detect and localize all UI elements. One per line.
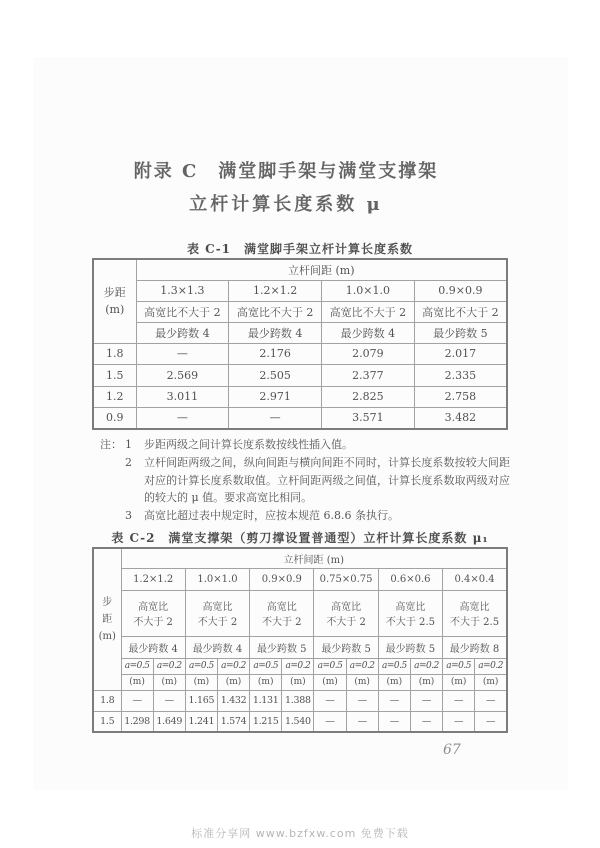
- c2-size-row: [93, 568, 507, 590]
- c2-step-header-unit: (m): [98, 630, 116, 642]
- c2-size-cell: 0.4×0.4: [443, 568, 507, 590]
- c2-a-cell: a=0.2: [410, 658, 442, 674]
- c2-size-cell: 1.2×1.2: [121, 568, 185, 590]
- c2-unit-cell: (m): [121, 674, 153, 690]
- c1-value-cell: 3.482: [414, 407, 507, 429]
- c2-value-cell: —: [346, 690, 378, 711]
- c1-row-label: 1.5: [93, 364, 136, 386]
- note-item: [100, 454, 510, 507]
- c1-row-label: 1.8: [93, 343, 136, 364]
- c1-spans-row: [93, 322, 507, 343]
- c1-value-cell: 2.335: [414, 364, 507, 386]
- c2-ratio-cell: 高宽比 不大于 2: [314, 590, 378, 636]
- c2-spacing-header-cell: 立杆间距 (m): [121, 548, 507, 568]
- c2-a-cell: a=0.2: [153, 658, 185, 674]
- c2-a-cell: a=0.2: [282, 658, 314, 674]
- c1-row-label: 1.2: [93, 386, 136, 407]
- c1-value-cell: —: [136, 343, 229, 364]
- c2-size-cell: 1.0×1.0: [185, 568, 249, 590]
- c2-a-cell: a=0.2: [346, 658, 378, 674]
- c1-spans-cell: 最少跨数 4: [322, 322, 415, 343]
- note-item: [100, 436, 510, 454]
- c2-row-label: 1.8: [93, 690, 121, 711]
- c1-ratio-cell: 高宽比不大于 2: [414, 301, 507, 322]
- c2-ratio-cell: 高宽比 不大于 2: [121, 590, 185, 636]
- table-c1-caption: 表 C-1 满堂脚手架立杆计算长度系数: [186, 242, 414, 256]
- c1-value-cell: 2.505: [229, 364, 322, 386]
- c2-unit-cell: (m): [443, 674, 475, 690]
- c2-value-cell: —: [410, 711, 442, 732]
- c2-value-cell: 1.241: [185, 711, 217, 732]
- appendix-title: [0, 157, 572, 216]
- c1-value-cell: 3.011: [136, 386, 229, 407]
- c2-a-cell: a=0.2: [475, 658, 507, 674]
- c2-row-label: 1.5: [93, 711, 121, 732]
- c2-unit-cell: (m): [346, 674, 378, 690]
- c2-value-cell: 1.574: [217, 711, 249, 732]
- c2-spans-cell: 最少跨数 4: [121, 636, 185, 658]
- c1-spans-cell: 最少跨数 4: [229, 322, 322, 343]
- table-c2-caption: 表 C-2 满堂支撑架（剪刀撑设置普通型）立杆计算长度系数 μ₁: [111, 531, 489, 545]
- c2-spans-row: [93, 636, 507, 658]
- c1-value-cell: —: [136, 407, 229, 429]
- c1-spans-cell: 最少跨数 5: [414, 322, 507, 343]
- c2-unit-cell: (m): [217, 674, 249, 690]
- c2-a-cell: a=0.5: [250, 658, 282, 674]
- c2-value-cell: —: [121, 690, 153, 711]
- c2-size-cell: 0.9×0.9: [250, 568, 314, 590]
- c2-spans-cell: 最少跨数 5: [378, 636, 442, 658]
- c2-a-row: [93, 658, 507, 674]
- c2-unit-cell: (m): [475, 674, 507, 690]
- c2-value-cell: —: [314, 711, 346, 732]
- c1-spacing-header-cell: 立杆间距 (m): [136, 259, 507, 280]
- c1-spans-cell: 最少跨数 4: [136, 322, 229, 343]
- c2-value-cell: —: [378, 711, 410, 732]
- c1-step-header-unit: (m): [105, 303, 125, 317]
- c1-row-label: 0.9: [93, 407, 136, 429]
- c2-step-header-char2: 距: [102, 613, 113, 625]
- c2-spacing-header-row: [93, 548, 507, 568]
- c2-value-cell: —: [153, 690, 185, 711]
- c1-ratio-cell: 高宽比不大于 2: [136, 301, 229, 322]
- c2-unit-cell: (m): [185, 674, 217, 690]
- c1-step-header-cell: [93, 259, 136, 343]
- c1-value-cell: 3.571: [322, 407, 415, 429]
- c2-spans-cell: 最少跨数 5: [250, 636, 314, 658]
- c1-step-header-label: 步距: [103, 285, 126, 299]
- c2-ratio-cell: 高宽比 不大于 2.5: [378, 590, 442, 636]
- table-c1-notes: [100, 436, 510, 525]
- note-text: 立杆间距两级之间，纵向间距与横向间距不同时，计算长度系数按较大间距对应的计算长度系数取值。立杆间距两级之间值，计算长度系数取两级对应的较大的 μ 值。要求高宽比相同。: [144, 455, 510, 505]
- note-number: 2: [125, 455, 132, 469]
- c2-a-cell: a=0.5: [314, 658, 346, 674]
- note-item: [100, 507, 510, 525]
- c1-value-cell: —: [229, 407, 322, 429]
- c2-unit-cell: (m): [153, 674, 185, 690]
- c2-ratio-row: [93, 590, 507, 636]
- note-text: 高宽比超过表中规定时，应按本规范 6.8.6 条执行。: [144, 509, 399, 523]
- c2-value-cell: 1.165: [185, 690, 217, 711]
- table-c2: [92, 547, 508, 733]
- c1-value-cell: 2.377: [322, 364, 415, 386]
- c2-value-cell: 1.131: [250, 690, 282, 711]
- c1-size-cell: 0.9×0.9: [414, 280, 507, 301]
- c1-ratio-row: [93, 301, 507, 322]
- c2-value-cell: —: [475, 690, 507, 711]
- c2-unit-cell: (m): [410, 674, 442, 690]
- c2-value-cell: —: [378, 690, 410, 711]
- c2-unit-cell: (m): [250, 674, 282, 690]
- c2-data-row: [93, 711, 507, 732]
- c2-value-cell: 1.388: [282, 690, 314, 711]
- watermark-text: 标准分享网 www.bzfxw.com 免费下载: [191, 827, 409, 840]
- note-number: 1: [125, 438, 132, 451]
- c1-value-cell: 2.569: [136, 364, 229, 386]
- c1-data-row: [93, 343, 507, 364]
- c2-spans-cell: 最少跨数 5: [314, 636, 378, 658]
- c1-ratio-cell: 高宽比不大于 2: [229, 301, 322, 322]
- c2-value-cell: —: [314, 690, 346, 711]
- c1-value-cell: 2.176: [229, 343, 322, 364]
- c2-value-cell: 1.298: [121, 711, 153, 732]
- c2-a-cell: a=0.2: [217, 658, 249, 674]
- c2-value-cell: —: [475, 711, 507, 732]
- note-text: 步距两级之间计算长度系数按线性插入值。: [144, 438, 353, 451]
- c2-value-cell: 1.215: [250, 711, 282, 732]
- c2-value-cell: 1.432: [217, 690, 249, 711]
- c2-step-header-cell: [93, 548, 121, 690]
- c2-unit-cell: (m): [282, 674, 314, 690]
- c2-value-cell: 1.540: [282, 711, 314, 732]
- notes-label: 注：: [100, 438, 122, 451]
- c1-data-row: [93, 407, 507, 429]
- c2-unit-row: [93, 674, 507, 690]
- c1-data-row: [93, 386, 507, 407]
- page-number: 67: [443, 742, 461, 758]
- c1-size-cell: 1.2×1.2: [229, 280, 322, 301]
- c1-ratio-cell: 高宽比不大于 2: [322, 301, 415, 322]
- c1-value-cell: 2.017: [414, 343, 507, 364]
- c2-value-cell: —: [443, 690, 475, 711]
- c2-spans-cell: 最少跨数 8: [443, 636, 507, 658]
- c1-value-cell: 2.971: [229, 386, 322, 407]
- c1-size-row: [93, 280, 507, 301]
- c2-size-cell: 0.6×0.6: [378, 568, 442, 590]
- c1-value-cell: 2.825: [322, 386, 415, 407]
- c2-ratio-cell: 高宽比 不大于 2.5: [443, 590, 507, 636]
- c2-value-cell: —: [443, 711, 475, 732]
- c1-value-cell: 2.079: [322, 343, 415, 364]
- c1-size-cell: 1.3×1.3: [136, 280, 229, 301]
- c2-size-cell: 0.75×0.75: [314, 568, 378, 590]
- c1-value-cell: 2.758: [414, 386, 507, 407]
- c2-value-cell: 1.649: [153, 711, 185, 732]
- c2-data-row: [93, 690, 507, 711]
- c2-unit-cell: (m): [378, 674, 410, 690]
- c1-data-row: [93, 364, 507, 386]
- note-number: 3: [125, 509, 132, 523]
- c1-size-cell: 1.0×1.0: [322, 280, 415, 301]
- c2-step-header-char1: 步: [102, 596, 113, 608]
- c2-a-cell: a=0.5: [185, 658, 217, 674]
- c1-spacing-header-row: [93, 259, 507, 280]
- c2-spans-cell: 最少跨数 4: [185, 636, 249, 658]
- appendix-title-line1: 附录 C 满堂脚手架与满堂支撑架: [133, 161, 439, 182]
- table-c1: [92, 258, 508, 430]
- c2-a-cell: a=0.5: [443, 658, 475, 674]
- c2-a-cell: a=0.5: [378, 658, 410, 674]
- appendix-title-line2: 立杆计算长度系数 μ: [189, 194, 383, 215]
- c2-ratio-cell: 高宽比 不大于 2: [185, 590, 249, 636]
- c2-unit-cell: (m): [314, 674, 346, 690]
- c2-value-cell: —: [346, 711, 378, 732]
- c2-value-cell: —: [410, 690, 442, 711]
- c2-ratio-cell: 高宽比 不大于 2: [250, 590, 314, 636]
- c2-a-cell: a=0.5: [121, 658, 153, 674]
